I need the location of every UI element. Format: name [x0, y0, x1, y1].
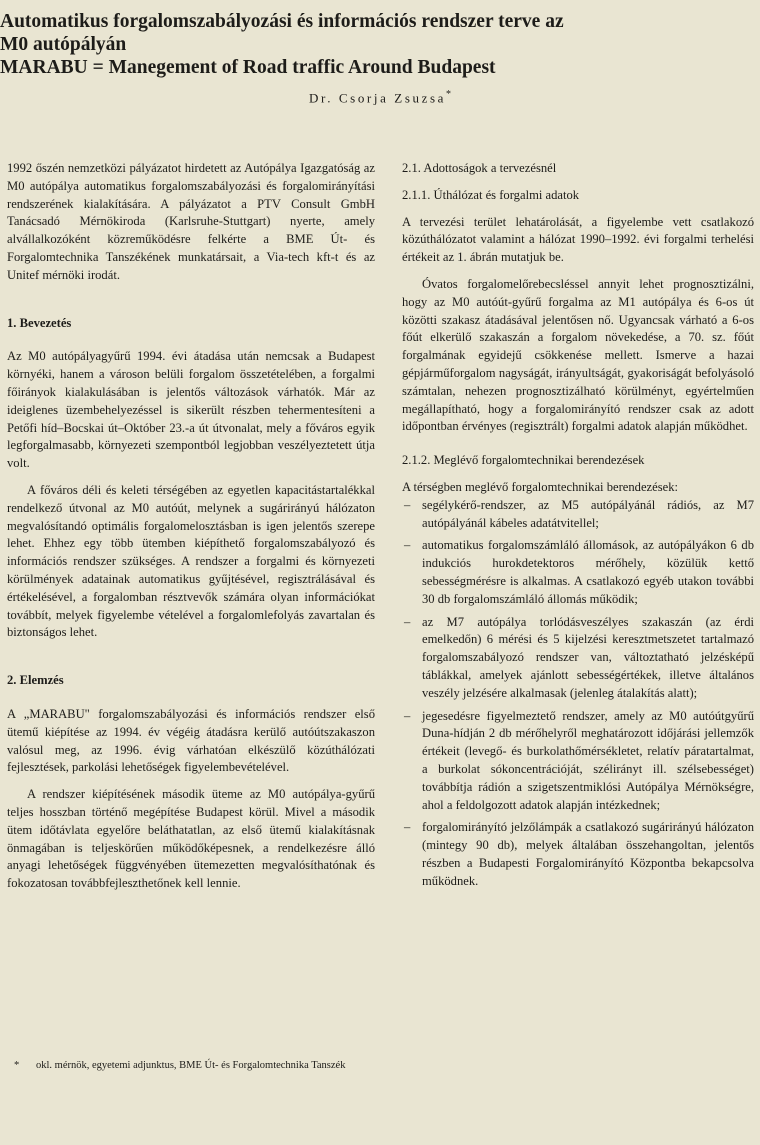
section-2-1-title: 2.1. Adottoságok a tervezésnél: [402, 161, 557, 175]
paper-header: [0, 10, 760, 106]
list-item: – az M7 autópálya torlódásveszélyes szakaszán (az érdi emelkedőn) 6 mérési és 5 kijelzési keresztmetszetet tartalmazó forgalomszabályozó rendszer van, változtatható jelzésképű táblákkal, amelyek ajánlott sebességértékek, illetve általános veszély jelzésére alkalmasak (jelenleg átalakítás alatt);: [402, 614, 754, 703]
left-column: [7, 160, 375, 893]
title-line-2: M0 autópályán: [0, 34, 127, 55]
section-2-paragraph-2: A rendszer kiépítésének második üteme az M0 autópálya-gyűrű teljes hosszban történő megépítése Budapest körül. Mivel a második ütem időtávlata egyelőre beláthatatlan, az első ütemű kialakításnak önmagában is teljeskörűen működőképesnek, a rendelkezésre álló anyagi lehetőségek függvényében ütemezetten megvalósíthatónak és fokozatosan továbbfejleszthetőnek kell lennie.: [7, 787, 375, 891]
list-item: – forgalomirányító jelzőlámpák a csatlakozó sugárirányú hálózaton (mintegy 90 db), melyek általában összehangoltan, jelentős részben a Budapesti Forgalomirányító Központba bekapcsolva működnek.: [402, 819, 754, 890]
title-line-3: MARABU = Manegement of Road traffic Around Budapest: [0, 57, 496, 78]
list-item: – automatikus forgalomszámláló állomások, az autópályákon 6 db indukciós hurokdetektoros mérőhely, közülük kettő sebességmérésre is alkalmas. A csatlakozó egyéb utakon további 30 db forgalomszámláló állomás működik;: [402, 537, 754, 608]
footnote-text: okl. mérnök, egyetemi adjunktus, BME Út- és Forgalomtechnika Tanszék: [36, 1060, 346, 1071]
author-footnote-mark: *: [446, 89, 451, 100]
section-1-title: 1. Bevezetés: [7, 315, 72, 330]
section-2-1-1-paragraph-2: Óvatos forgalomelőrebecsléssel annyit lehet prognosztizálni, hogy az M0 autóút-gyűrű forgalma az M1 autópálya és 6-os út közötti szakasz átadásával jelentősen nő. Ugyancsak várható a 6-os főút elkerülő szakaszán a forgalom növekedése, a 70. sz. főút forgalmának egyidejű csökkenése mellett. Ismerve a hazai gépjárműforgalom nagyságát, irányultságát, gyakoriságát befolyásoló számtalan, nehezen prognosztizálható körülményt, egyértelműen megállapítható, hogy a forgalomirányító rendszer csak az adott időpontban érvényes (regisztrált) forgalmi adatok alapján működhet.: [402, 276, 754, 434]
section-2-1-1-title: 2.1.1. Úthálózat és forgalmi adatok: [402, 187, 580, 202]
author-line: [0, 89, 760, 106]
section-2-1-2-intro: A térségben meglévő forgalomtechnikai berendezések:: [402, 479, 679, 494]
equipment-list: [402, 497, 754, 891]
author-footnote: [14, 1059, 534, 1073]
section-1-paragraph-1: Az M0 autópályagyűrű 1994. évi átadása után nemcsak a Budapest környéki, hanem a városon belüli forgalom összetételében, a forgalmi főirányok kialakulásában is jelentős változások várhatók. Már az ideiglenes üzembehelyezéssel is sikerült részben tehermentesíteni a Petőfi híd–Bocskai út–Október 23.-a út útvonalat, mely a főváros egyik legforgalmasabb, környezeti szempontból legjobban veszélyeztetett útja volt.: [7, 349, 375, 471]
right-column: [402, 160, 754, 895]
list-item: – segélykérő-rendszer, az M5 autópályánál rádiós, az M7 autópályánál kábeles adatátvitellel;: [402, 497, 754, 533]
section-1-paragraph-2: A főváros déli és keleti térségében az egyetlen kapacitástartalékkal rendelkező útvonal az M0 autóút, melynek a sugárirányú hálózaton megvalósítandó optimális forgalomelosztásban is igen jelentős szerepe lehet. Ehhez egy több ütemben kiépíthető forgalomszabályozó és információs rendszer szükséges. A rendszer a forgalmi és környezeti körülmények adatainak automatikus gyűjtésével, regisztrálásával és értékelésével, a forgalomban résztvevők számára olyan információkat továbbít, melyek figyelembe vételével a forgalomlefolyás zavartalan és biztonságos lehet.: [7, 482, 375, 640]
author-name: Dr. Csorja Zsuzsa: [309, 90, 446, 106]
title-line-1: Automatikus forgalomszabályozási és információs rendszer terve az: [0, 11, 564, 32]
list-item: – jegesedésre figyelmeztető rendszer, amely az M0 autóútgyűrű Duna-hídján 2 db mérőhelyről meghatározott időjárási jellemzők értékeit (levegő- és burkolathőmérsékletet, relatív páratartalmat, a burkolat sókoncentrációját, szélirányt ill. szélsebességet) továbbítja rádión a szigetszentmiklósi Autópálya Mérnökségre, ahol a feldolgozott adatok alapján intézkednek;: [402, 708, 754, 815]
section-2-title: 2. Elemzés: [7, 673, 64, 688]
section-2-paragraph-1: A „MARABU" forgalomszabályozási és információs rendszer első ütemű kiépítése az 1994. év végéig átadásra kerülő autóútszakaszon valósul meg, az 1996. évig várhatóan elkészülő közúthálózati fejlesztések, parkolási lehetőségek figyelembevételével.: [7, 706, 375, 775]
footnote-mark: *: [14, 1060, 20, 1071]
intro-paragraph: 1992 őszén nemzetközi pályázatot hirdetett az Autópálya Igazgatóság az M0 autópálya automatikus forgalomszabályozási és forgalomirányítási rendszerének kialakítására. A pályázatot a PTV Consult GmbH Tanácsadó Mérnökiroda (Karlsruhe-Stuttgart) nyerte, amely alvállalkozóként közreműködésre felkérte a BME Út- és Forgalomtechnika Tanszékének munkatársait, a Via-tech kft-t és az Unitef mérnöki irodát.: [7, 161, 375, 282]
section-2-1-1-paragraph-1: A tervezési terület lehatárolását, a figyelembe vett csatlakozó közúthálózatot valamint a hálózat 1990–1992. évi forgalmi terhelési értékeit az 1. ábrán mutatjuk be.: [402, 214, 754, 265]
section-2-1-2-title: 2.1.2. Meglévő forgalomtechnikai berendezések: [402, 453, 645, 468]
